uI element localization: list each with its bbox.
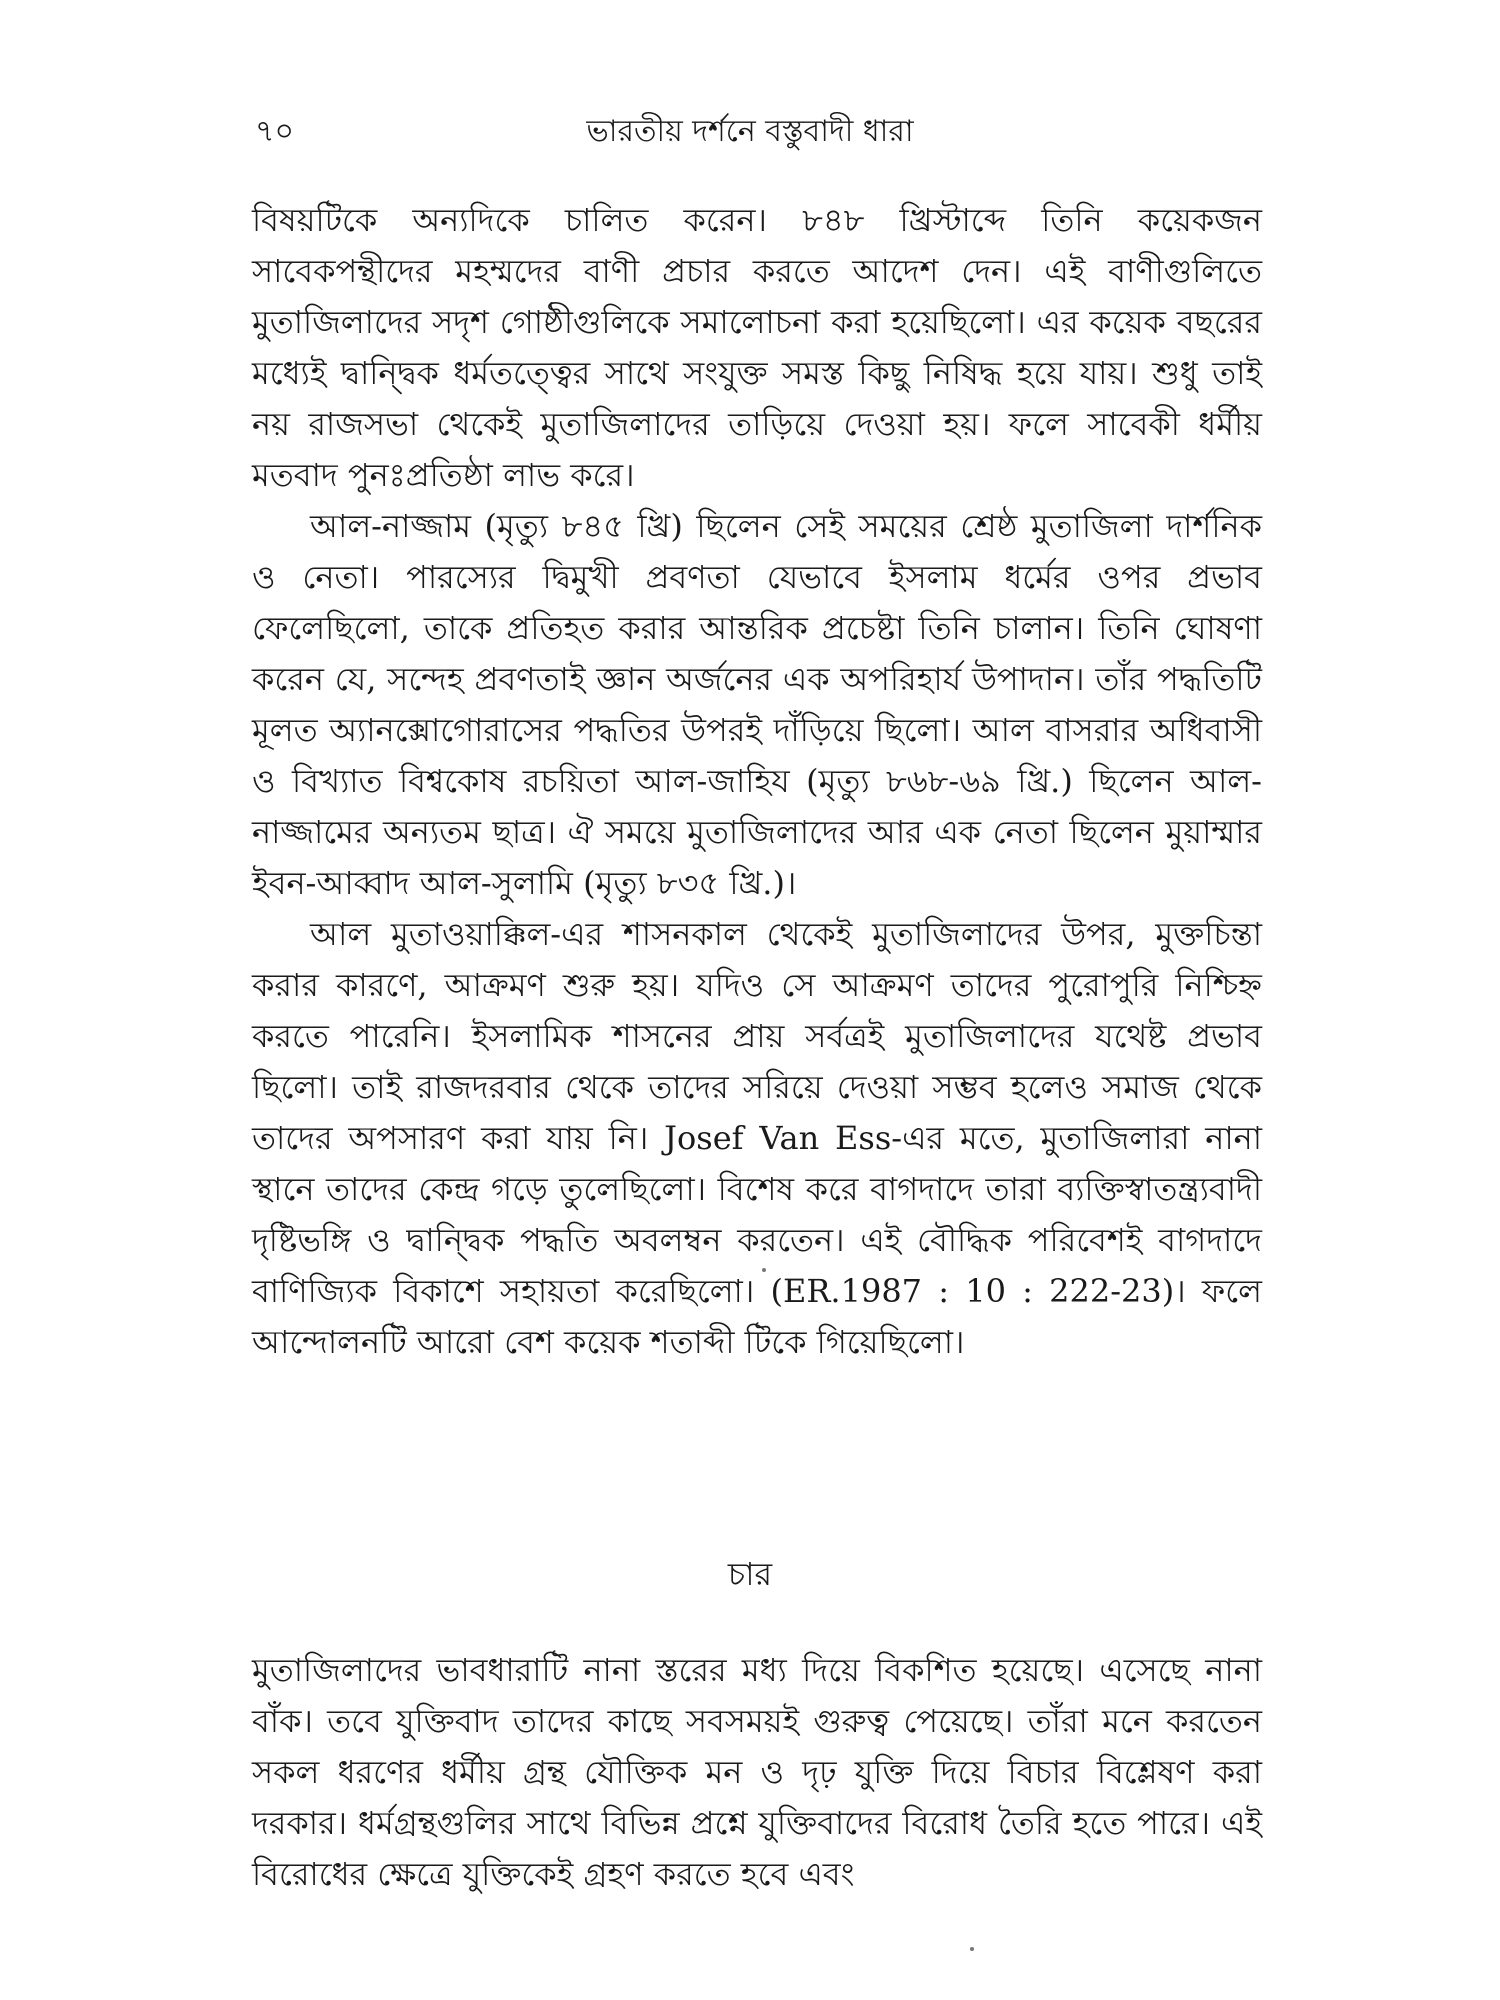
paragraph-4: মুতাজিলাদের ভাবধারাটি নানা স্তরের মধ্য দিয়ে বিকশিত হয়েছে। এসেছে নানা বাঁক। তবে যুক্তিবাদ তাদের কাছে সবসময়ই গুরুত্ব পেয়েছে। তাঁরা মনে করতেন সকল ধরণের ধর্মীয় গ্রন্থ যৌক্তিক মন ও দৃঢ় যুক্তি দিয়ে বিচার বিশ্লেষণ করা দরকার। ধর্মগ্রন্থগুলির সাথে বিভিন্ন প্রশ্নে যুক্তিবাদের বিরোধ তৈরি হতে পারে। এই বিরোধের ক্ষেত্রে যুক্তিকেই গ্রহণ করতে হবে এবং <box>252 1651 1262 1893</box>
paragraph-2: আল-নাজ্জাম (মৃত্যু ৮৪৫ খ্রি) ছিলেন সেই সময়ের শ্রেষ্ঠ মুতাজিলা দার্শনিক ও নেতা। পারস্যের দ্বিমুখী প্রবণতা যেভাবে ইসলাম ধর্মের ওপর প্রভাব ফেলেছিলো, তাকে প্রতিহত করার আন্তরিক প্রচেষ্টা তিনি চালান। তিনি ঘোষণা করেন যে, সন্দেহ প্রবণতাই জ্ঞান অর্জনের এক অপরিহার্য উপাদান। তাঁর পদ্ধতিটি মূলত অ্যানক্সোগোরাসের পদ্ধতির উপরই দাঁড়িয়ে ছিলো। আল বাসরার অধিবাসী ও বিখ্যাত বিশ্বকোষ রচয়িতা আল-জাহিয (মৃত্যু ৮৬৮-৬৯ খ্রি.) ছিলেন আল-নাজ্জামের অন্যতম ছাত্র। ঐ সময়ে মুতাজিলাদের আর এক নেতা ছিলেন মুয়াম্মার ইবন-আব্বাদ আল-সুলামি (মৃত্যু ৮৩৫ খ্রি.)। <box>252 507 1262 902</box>
paragraph-1: বিষয়টিকে অন্যদিকে চালিত করেন। ৮৪৮ খ্রিস্টাব্দে তিনি কয়েকজন সাবেকপন্থীদের মহম্মদের বাণী প্রচার করতে আদেশ দেন। এই বাণীগুলিতে মুতাজিলাদের সদৃশ গোষ্ঠীগুলিকে সমালোচনা করা হয়েছিলো। এর কয়েক বছরের মধ্যেই দ্বান্দ্বিক ধর্মতত্ত্বের সাথে সংযুক্ত সমস্ত কিছু নিষিদ্ধ হয়ে যায়। শুধু তাই নয় রাজসভা থেকেই মুতাজিলাদের তাড়িয়ে দেওয়া হয়। ফলে সাবেকী ধর্মীয় মতবাদ পুনঃপ্রতিষ্ঠা লাভ করে। <box>252 201 1262 494</box>
print-speck <box>762 1268 766 1272</box>
paragraph-3: আল মুতাওয়াক্কিল-এর শাসনকাল থেকেই মুতাজিলাদের উপর, মুক্তচিন্তা করার কারণে, আক্রমণ শুরু হয়। যদিও সে আক্রমণ তাদের পুরোপুরি নিশ্চিহ্ন করতে পারেনি। ইসলামিক শাসনের প্রায় সর্বত্রই মুতাজিলাদের যথেষ্ট প্রভাব ছিলো। তাই রাজদরবার থেকে তাদের সরিয়ে দেওয়া সম্ভব হলেও সমাজ থেকে তাদের অপসারণ করা যায় নি। Josef Van Ess-এর মতে, মুতাজিলারা নানা স্থানে তাদের কেন্দ্র গড়ে তুলেছিলো। বিশেষ করে বাগদাদে তারা ব্যক্তিস্বাতন্ত্র্যবাদী দৃষ্টিভঙ্গি ও দ্বান্দ্বিক পদ্ধতি অবলম্বন করতেন। এই বৌদ্ধিক পরিবেশই বাগদাদে বাণিজ্যিক বিকাশে সহায়তা করেছিলো। (ER.1987 : 10 : 222-23)। ফলে আন্দোলনটি আরো বেশ কয়েক শতাব্দী টিকে গিয়েছিলো। <box>252 915 1262 1361</box>
section-body <box>252 1645 1262 1900</box>
body-text <box>252 195 1262 1368</box>
section-heading: চার <box>727 1555 773 1593</box>
page-number: ৭০ <box>255 114 295 149</box>
running-title: ভারতীয় দর্শনে বস্তুবাদী ধারা <box>586 114 914 149</box>
print-speck <box>970 1947 974 1951</box>
